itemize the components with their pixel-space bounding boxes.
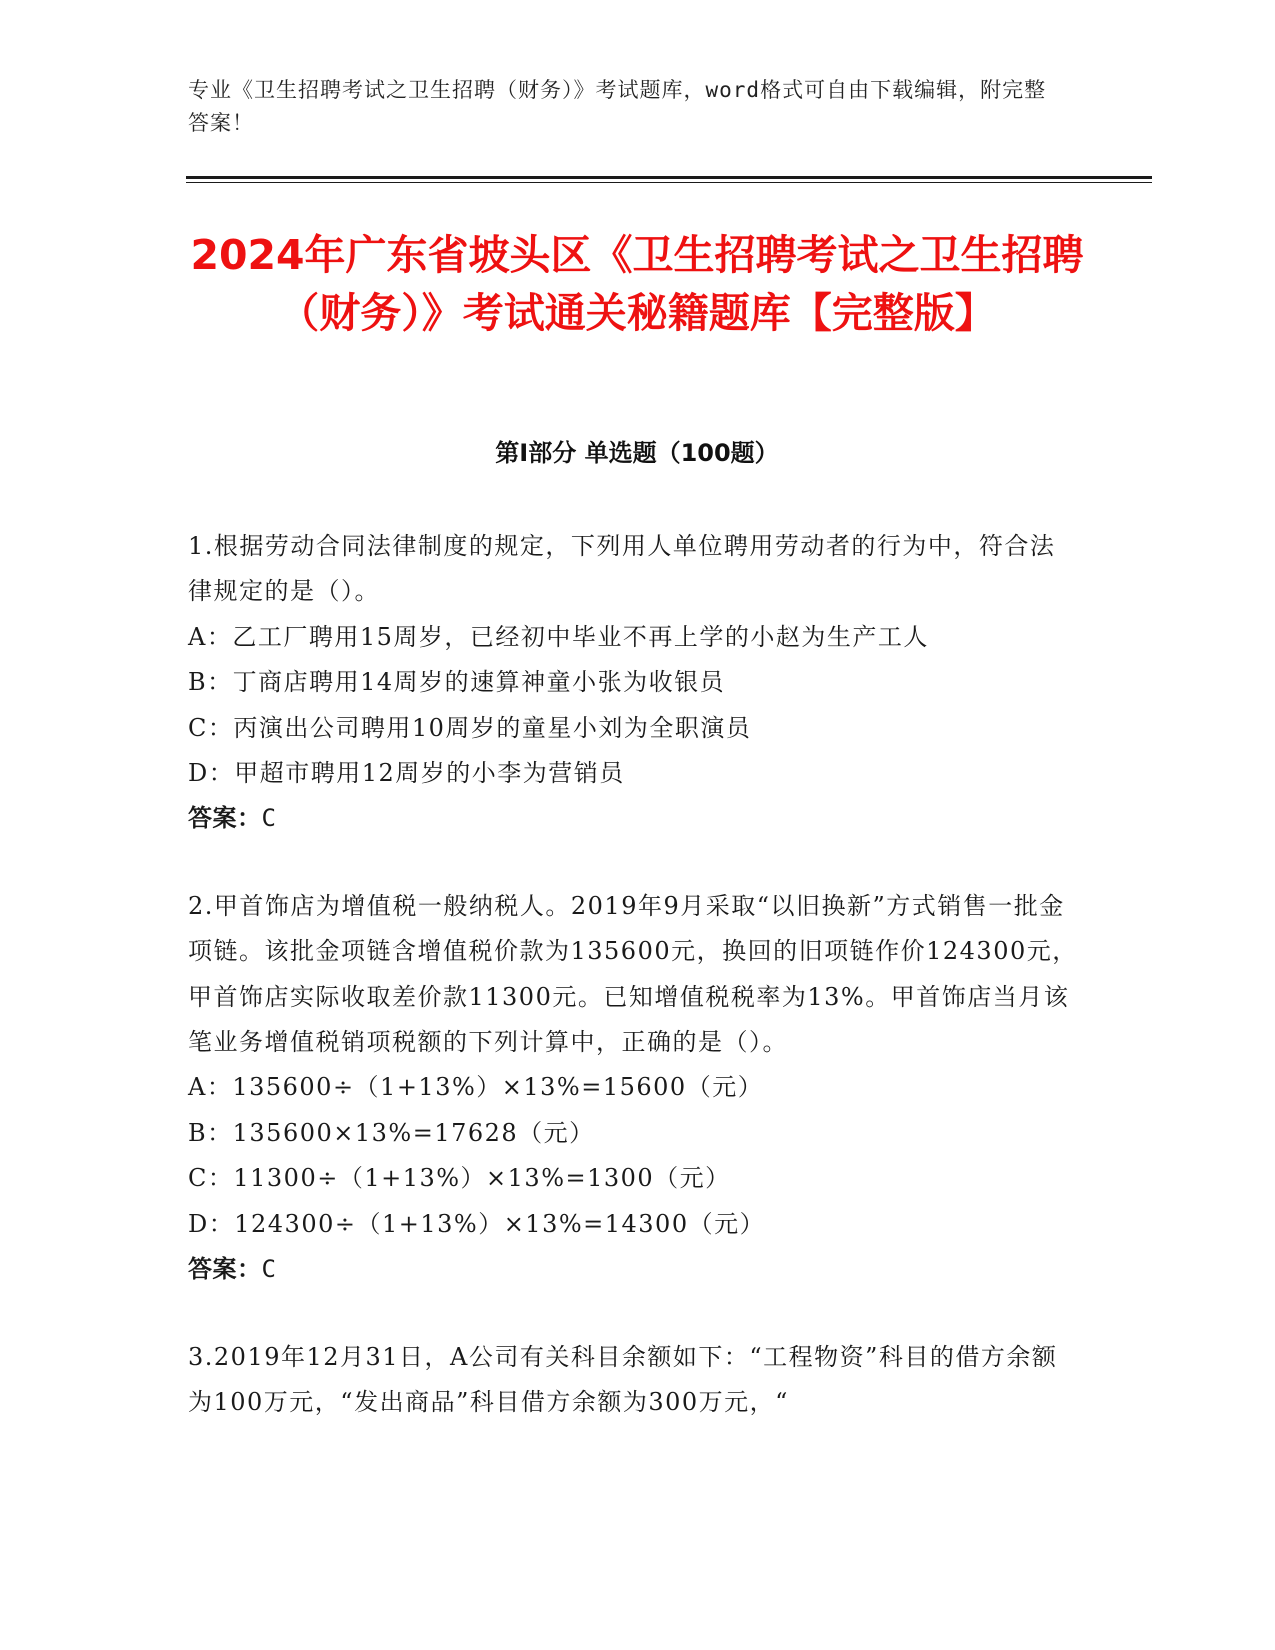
question-3 [188,1335,1078,1426]
question-2 [188,884,1078,1293]
option-d: D：124300÷（1+13%）×13%=14300（元） [188,1209,766,1238]
document-title: 2024年广东省坡头区《卫生招聘考试之卫生招聘（财务）》考试通关秘籍题库【完整版】 [190,231,1084,337]
option-c: C：11300÷（1+13%）×13%=1300（元） [188,1164,731,1193]
answer-value: C [261,804,277,833]
header-note: 专业《卫生招聘考试之卫生招聘（财务）》考试题库，word格式可自由下载编辑，附完整答案！ [188,78,1047,135]
question-1 [188,524,1078,842]
answer-label: 答案： [188,1255,262,1284]
option-c: C：丙演出公司聘用10周岁的童星小刘为全职演员 [188,713,752,742]
question-stem: 3.2019年12月31日，A公司有关科目余额如下：“工程物资”科目的借方余额为100万元，“发出商品”科目借方余额为300万元，“ [188,1342,1058,1416]
question-stem: 2.甲首饰店为增值税一般纳税人。2019年9月采取“以旧换新”方式销售一批金项链。该批金项链含增值税价款为135600元，换回的旧项链作价124300元，甲首饰店实际收取差价款11300元。已知增值税税率为13%。甲首饰店当月该笔业务增值税销项税额的下列计算中，正确的是（）。 [188,891,1078,1057]
question-stem: 1.根据劳动合同法律制度的规定，下列用人单位聘用劳动者的行为中，符合法律规定的是（）。 [188,532,1056,606]
answer-line [188,1247,1078,1292]
option-d: D：甲超市聘用12周岁的小李为营销员 [188,759,625,788]
answer-label: 答案： [188,804,262,833]
answer-value: C [261,1255,277,1284]
option-a: A：135600÷（1+13%）×13%=15600（元） [188,1073,764,1102]
option-b: B：135600×13%=17628（元） [188,1118,595,1147]
option-a: A：乙工厂聘用15周岁，已经初中毕业不再上学的小赵为生产工人 [188,622,929,651]
header-divider-thin [186,182,1152,183]
section-heading: 第I部分 单选题（100题） [495,439,779,467]
answer-line [188,796,1078,841]
header-divider-thick [186,176,1152,179]
option-b: B：丁商店聘用14周岁的速算神童小张为收银员 [188,668,726,697]
question-list [188,524,1078,1467]
